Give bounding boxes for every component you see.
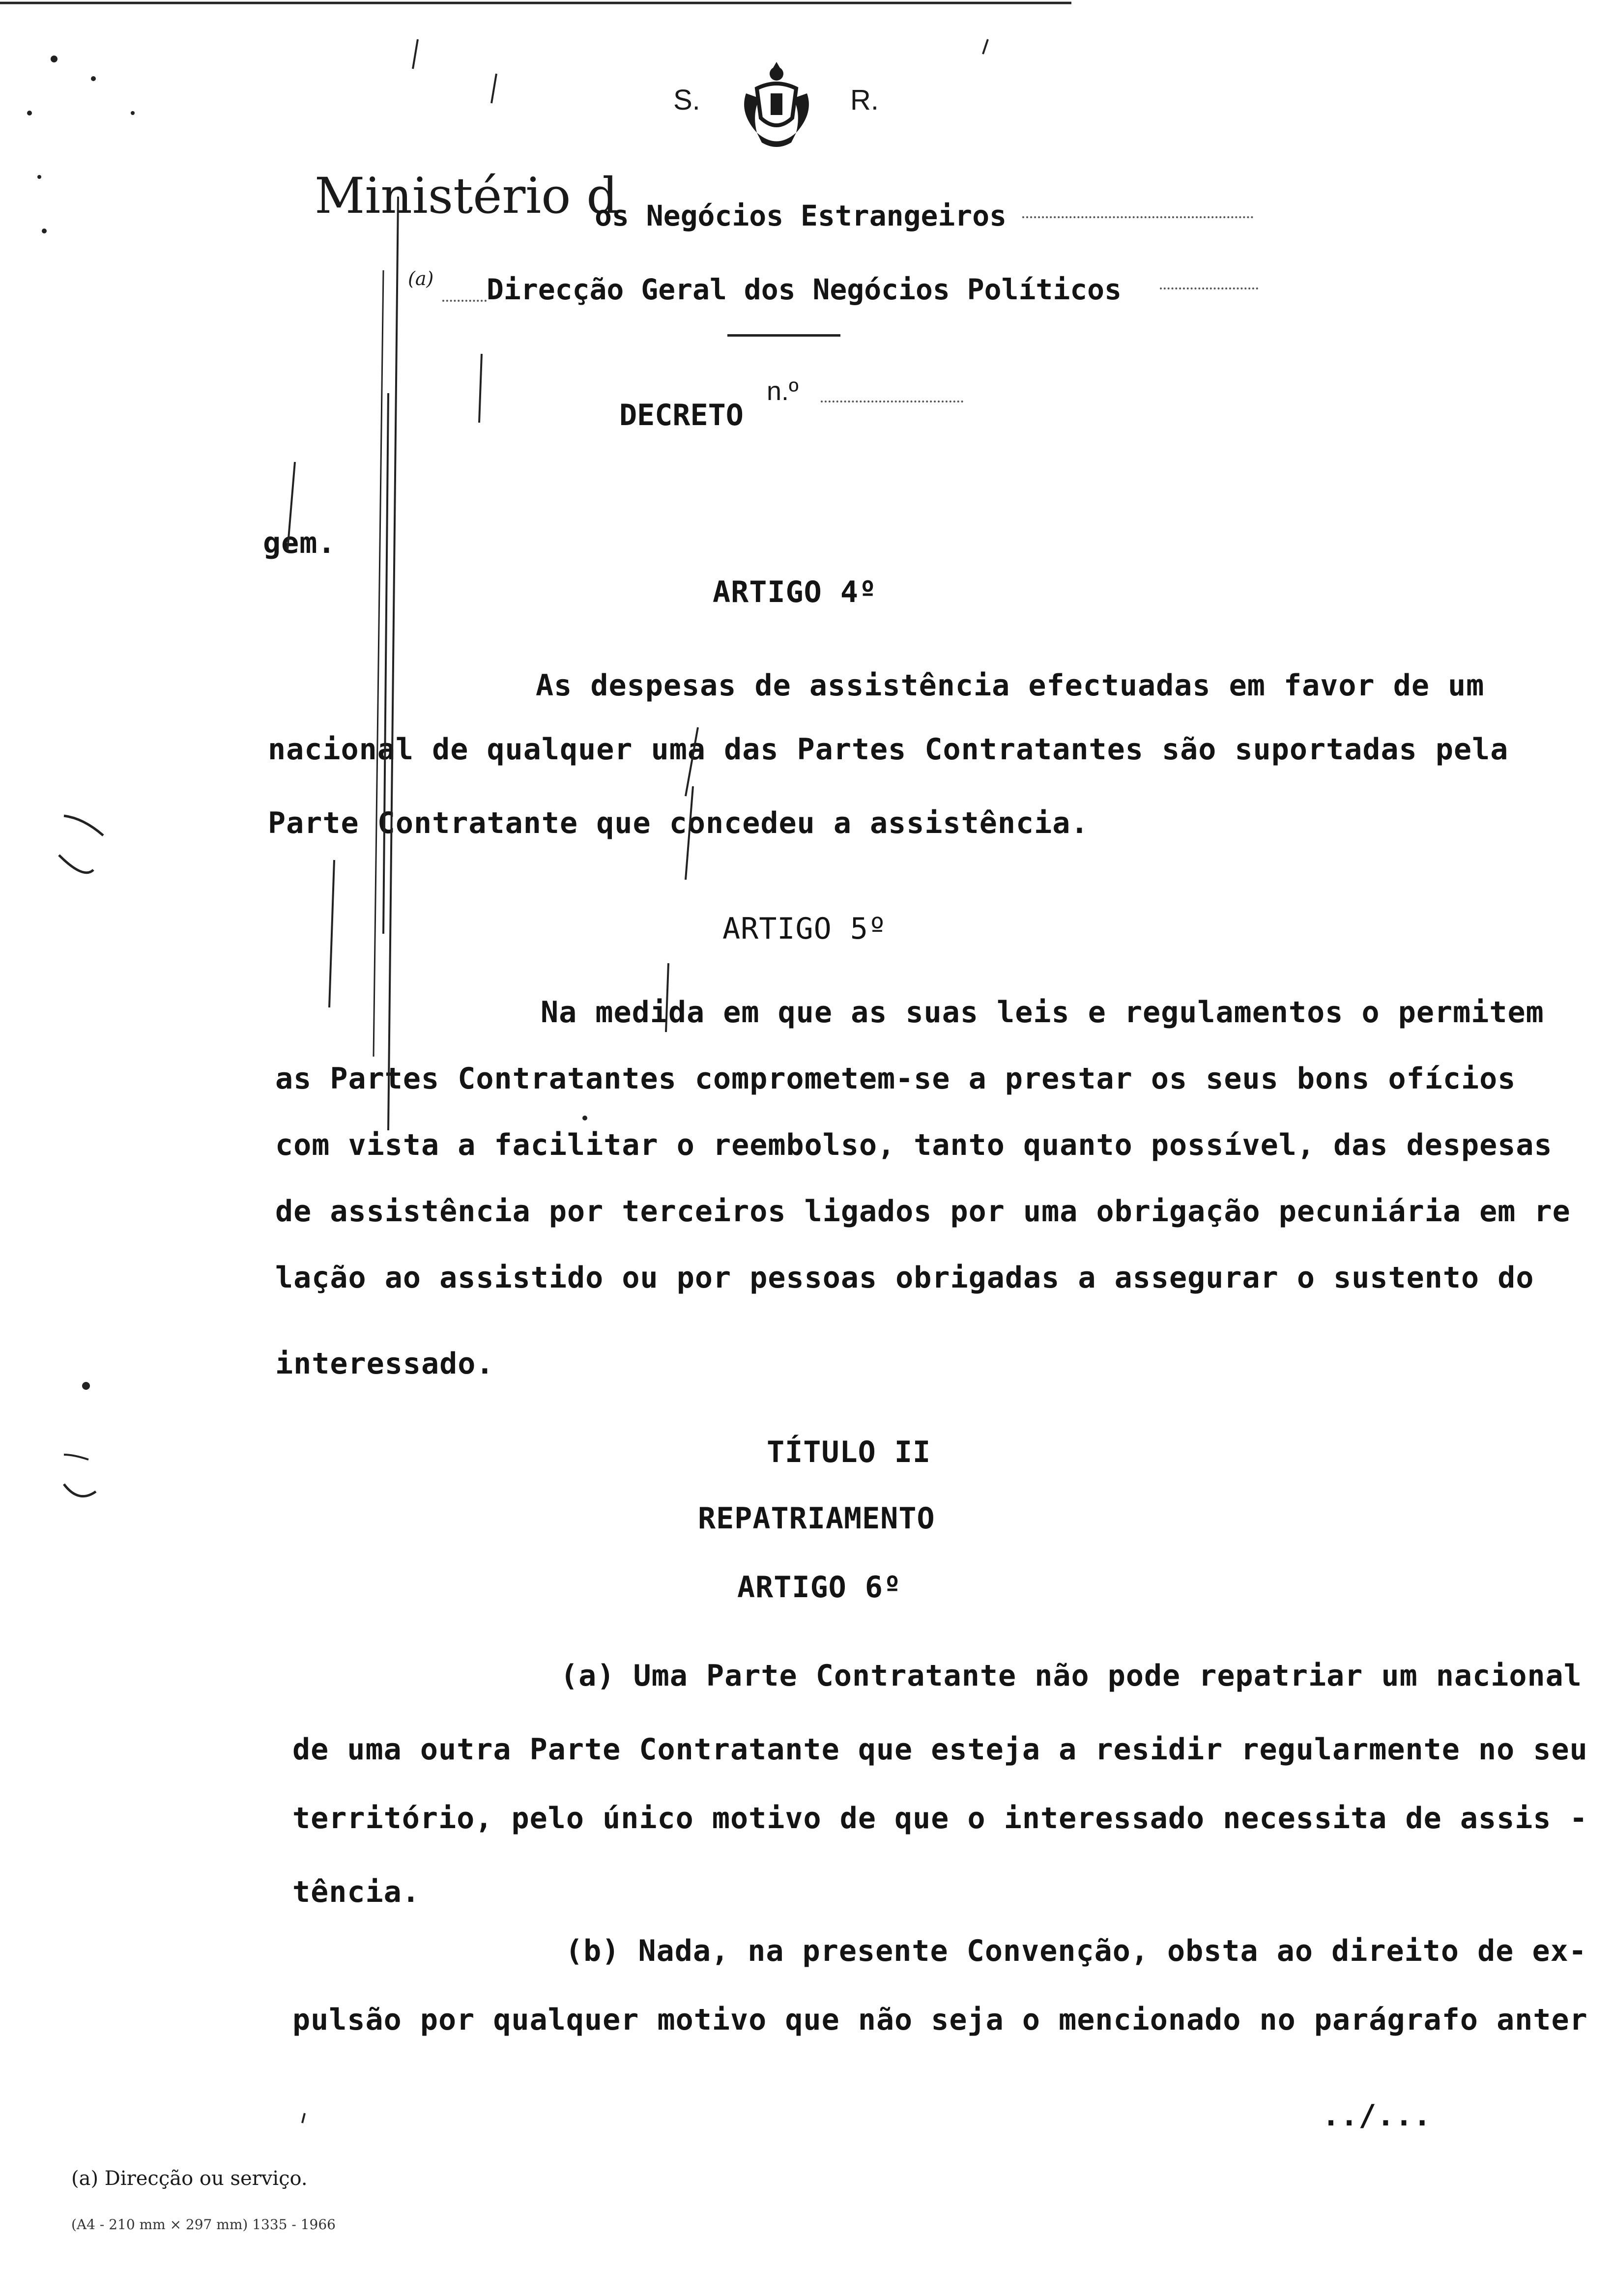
number-label: n.º	[767, 376, 799, 406]
ministry-printed-label: Ministério d	[315, 167, 618, 225]
article-5-line: com vista a facilitar o reembolso, tanto quanto possível, das despesas	[275, 1128, 1553, 1162]
article-5-line: as Partes Contratantes comprometem-se a prestar os seus bons ofícios	[275, 1062, 1516, 1096]
direction-footnote-marker: (a)	[408, 268, 434, 289]
seal-letter-s: S.	[673, 84, 700, 116]
seal-letter-r: R.	[850, 84, 879, 116]
header-rule	[727, 334, 840, 337]
direction-typed-name: Direcção Geral dos Negócios Políticos	[487, 273, 1122, 306]
title-heading: TÍTULO II	[767, 1435, 931, 1469]
footnote-text: (a) Direcção ou serviço.	[71, 2167, 308, 2190]
article-4-heading: ARTIGO 4º	[713, 575, 877, 609]
ministry-dotted-line	[1022, 216, 1253, 218]
article-5-line: de assistência por terceiros ligados por uma obrigação pecuniária em re	[275, 1194, 1571, 1229]
article-5-line: Na medida em que as suas leis e regulamentos o permitem	[541, 995, 1544, 1030]
article-6-heading: ARTIGO 6º	[737, 1570, 902, 1605]
document-type: DECRETO	[619, 398, 744, 432]
article-6-para-b-line: pulsão por qualquer motivo que não seja o mencionado no parágrafo anter	[292, 2003, 1588, 2037]
article-6-para-a-line: (a) Uma Parte Contratante não pode repatriar um nacional	[560, 1659, 1582, 1693]
coat-of-arms-icon	[737, 59, 816, 152]
article-4-line: nacional de qualquer uma das Partes Contratantes são suportadas pela	[268, 732, 1509, 767]
article-5-line: lação ao assistido ou por pessoas obrigadas a assegurar o sustento do	[275, 1261, 1534, 1295]
title-subtitle: REPATRIAMENTO	[698, 1501, 935, 1536]
carryover-text: gem.	[263, 526, 336, 560]
article-4-line: Parte Contratante que concedeu a assistência.	[268, 806, 1089, 840]
direction-dotted-line-right	[1160, 287, 1258, 289]
number-dotted-line	[821, 401, 963, 402]
article-4-line: As despesas de assistência efectuadas em favor de um	[536, 668, 1485, 703]
article-5-heading: ARTIGO 5º	[722, 912, 887, 946]
article-6-para-a-line: de uma outra Parte Contratante que esteja a residir regularmente no seu	[292, 1732, 1588, 1767]
continuation-mark: ../...	[1322, 2098, 1432, 2133]
article-6-para-a-line: tência.	[292, 1875, 420, 1909]
ministry-typed-name: os Negócios Estrangeiros	[595, 199, 1007, 232]
article-6-para-b-line: (b) Nada, na presente Convenção, obsta ao direito de ex-	[565, 1934, 1587, 1968]
print-form-code: (A4 - 210 mm × 297 mm) 1335 - 1966	[71, 2216, 336, 2233]
direction-dotted-line-left	[442, 300, 487, 302]
article-5-line: interessado.	[275, 1347, 494, 1381]
article-6-para-a-line: território, pelo único motivo de que o interessado necessita de assis -	[292, 1801, 1588, 1836]
